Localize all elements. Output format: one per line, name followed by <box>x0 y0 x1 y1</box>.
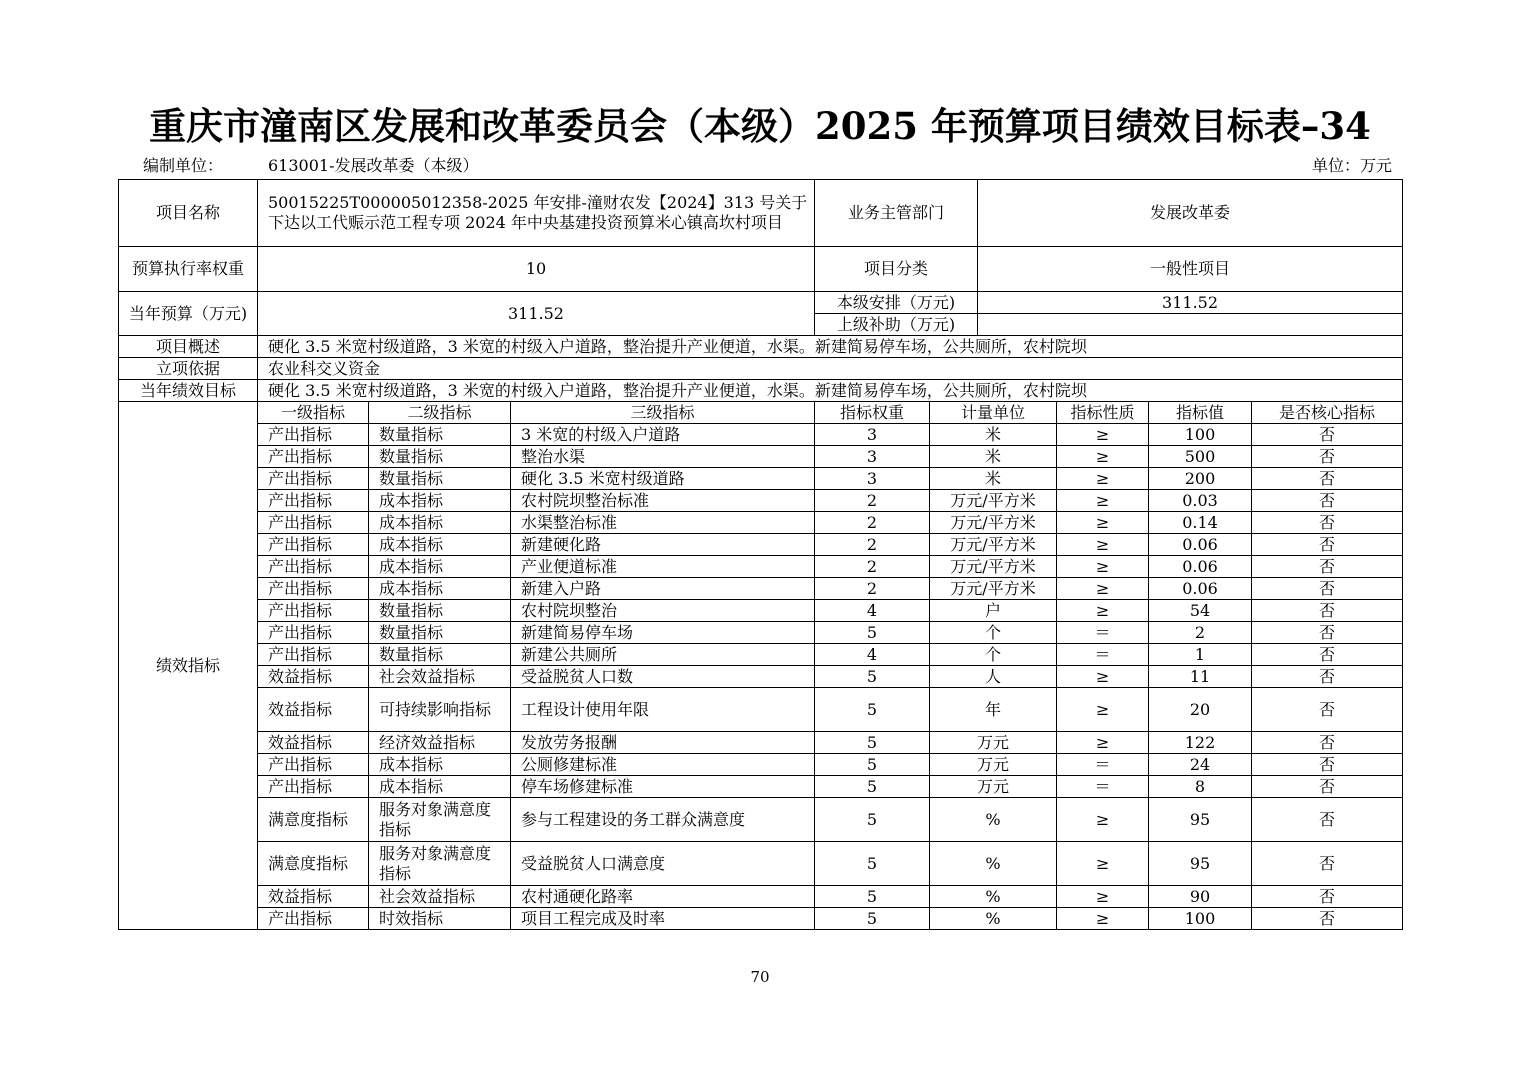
table-row <box>119 754 1403 776</box>
weight-cell: 5 <box>815 798 930 842</box>
weight-value: 10 <box>258 247 815 292</box>
core-cell: 否 <box>1252 688 1403 732</box>
core-cell: 否 <box>1252 776 1403 798</box>
level2-cell: 数量指标 <box>369 644 511 666</box>
table-row <box>119 512 1403 534</box>
col-header: 指标值 <box>1149 402 1252 424</box>
unit-cell: 万元/平方米 <box>930 534 1057 556</box>
weight-cell: 5 <box>815 886 930 908</box>
level1-cell: 效益指标 <box>258 732 369 754</box>
core-cell: 否 <box>1252 578 1403 600</box>
project-name-label: 项目名称 <box>119 180 258 247</box>
level1-cell: 产出指标 <box>258 578 369 600</box>
col-header: 计量单位 <box>930 402 1057 424</box>
indicator-header-row <box>119 402 1403 424</box>
level1-cell: 产出指标 <box>258 512 369 534</box>
level1-cell: 效益指标 <box>258 886 369 908</box>
level1-cell: 产出指标 <box>258 908 369 930</box>
unit-cell: % <box>930 842 1057 886</box>
page-title: 重庆市潼南区发展和改革委员会（本级）2025 年预算项目绩效目标表–34 <box>149 104 1371 148</box>
unit-cell: 万元/平方米 <box>930 512 1057 534</box>
weight-cell: 4 <box>815 644 930 666</box>
nature-cell: ＝ <box>1057 754 1149 776</box>
table-row <box>119 446 1403 468</box>
level1-cell: 产出指标 <box>258 600 369 622</box>
weight-cell: 2 <box>815 578 930 600</box>
level1-cell: 产出指标 <box>258 424 369 446</box>
core-cell: 否 <box>1252 446 1403 468</box>
dept-label: 业务主管部门 <box>815 180 978 247</box>
value-cell: 1 <box>1149 644 1252 666</box>
nature-cell: ≥ <box>1057 842 1149 886</box>
unit-cell: % <box>930 908 1057 930</box>
level2-cell: 成本指标 <box>369 556 511 578</box>
level3-cell: 工程设计使用年限 <box>511 688 815 732</box>
goal-label: 当年绩效目标 <box>119 380 258 402</box>
level1-cell: 产出指标 <box>258 754 369 776</box>
local-value: 311.52 <box>978 292 1403 314</box>
core-cell: 否 <box>1252 644 1403 666</box>
table-row <box>119 534 1403 556</box>
value-cell: 20 <box>1149 688 1252 732</box>
budget-label: 当年预算（万元) <box>119 292 258 336</box>
weight-cell: 3 <box>815 468 930 490</box>
core-cell: 否 <box>1252 842 1403 886</box>
nature-cell: ＝ <box>1057 776 1149 798</box>
value-cell: 8 <box>1149 776 1252 798</box>
level2-cell: 经济效益指标 <box>369 732 511 754</box>
core-cell: 否 <box>1252 886 1403 908</box>
level2-cell: 时效指标 <box>369 908 511 930</box>
core-cell: 否 <box>1252 798 1403 842</box>
core-cell: 否 <box>1252 512 1403 534</box>
level3-cell: 产业便道标准 <box>511 556 815 578</box>
category-label: 项目分类 <box>815 247 978 292</box>
nature-cell: ≥ <box>1057 666 1149 688</box>
overview-label: 项目概述 <box>119 336 258 358</box>
unit-cell: 万元 <box>930 732 1057 754</box>
weight-cell: 5 <box>815 688 930 732</box>
unit-cell: 米 <box>930 468 1057 490</box>
level3-cell: 农村院坝整治标准 <box>511 490 815 512</box>
level2-cell: 数量指标 <box>369 600 511 622</box>
core-cell: 否 <box>1252 666 1403 688</box>
overview-value: 硬化 3.5 米宽村级道路，3 米宽的村级入户道路，整治提升产业便道，水渠。新建简易停车场，公共厕所，农村院坝 <box>258 336 1403 358</box>
level2-cell: 成本指标 <box>369 490 511 512</box>
level3-cell: 发放劳务报酬 <box>511 732 815 754</box>
value-cell: 95 <box>1149 842 1252 886</box>
col-header: 一级指标 <box>258 402 369 424</box>
level3-cell: 公厕修建标准 <box>511 754 815 776</box>
level2-cell: 社会效益指标 <box>369 886 511 908</box>
unit-cell: 万元/平方米 <box>930 490 1057 512</box>
core-cell: 否 <box>1252 732 1403 754</box>
table-row <box>119 644 1403 666</box>
level2-cell: 数量指标 <box>369 424 511 446</box>
performance-table <box>118 179 1403 930</box>
nature-cell: ≥ <box>1057 798 1149 842</box>
basis-value: 农业科交义资金 <box>258 358 1403 380</box>
nature-cell: ≥ <box>1057 512 1149 534</box>
unit-cell: 个 <box>930 622 1057 644</box>
value-cell: 11 <box>1149 666 1252 688</box>
nature-cell: ≥ <box>1057 886 1149 908</box>
level3-cell: 新建硬化路 <box>511 534 815 556</box>
core-cell: 否 <box>1252 622 1403 644</box>
level2-cell: 服务对象满意度指标 <box>369 798 511 842</box>
table-row <box>119 556 1403 578</box>
value-cell: 90 <box>1149 886 1252 908</box>
nature-cell: ≥ <box>1057 424 1149 446</box>
table-row <box>119 424 1403 446</box>
unit-cell: % <box>930 798 1057 842</box>
unit-cell: 个 <box>930 644 1057 666</box>
value-cell: 100 <box>1149 424 1252 446</box>
table-row <box>119 666 1403 688</box>
value-cell: 200 <box>1149 468 1252 490</box>
unit-cell: 户 <box>930 600 1057 622</box>
col-header: 指标权重 <box>815 402 930 424</box>
level1-cell: 产出指标 <box>258 622 369 644</box>
level3-cell: 水渠整治标准 <box>511 512 815 534</box>
table-row <box>119 600 1403 622</box>
level3-cell: 受益脱贫人口数 <box>511 666 815 688</box>
value-cell: 100 <box>1149 908 1252 930</box>
level3-cell: 农村通硬化路率 <box>511 886 815 908</box>
level3-cell: 新建公共厕所 <box>511 644 815 666</box>
value-cell: 0.14 <box>1149 512 1252 534</box>
page-number: 70 <box>750 968 770 986</box>
table-row <box>119 886 1403 908</box>
level3-cell: 3 米宽的村级入户道路 <box>511 424 815 446</box>
core-cell: 否 <box>1252 908 1403 930</box>
weight-cell: 5 <box>815 732 930 754</box>
col-header: 是否核心指标 <box>1252 402 1403 424</box>
value-cell: 54 <box>1149 600 1252 622</box>
level2-cell: 社会效益指标 <box>369 666 511 688</box>
core-cell: 否 <box>1252 534 1403 556</box>
table-row <box>119 776 1403 798</box>
level1-cell: 产出指标 <box>258 490 369 512</box>
level3-cell: 硬化 3.5 米宽村级道路 <box>511 468 815 490</box>
unit-cell: 万元/平方米 <box>930 578 1057 600</box>
unit-cell: 万元 <box>930 776 1057 798</box>
dept-value: 发展改革委 <box>978 180 1403 247</box>
unit-cell: % <box>930 886 1057 908</box>
unit-cell: 米 <box>930 424 1057 446</box>
level2-cell: 成本指标 <box>369 534 511 556</box>
nature-cell: ≥ <box>1057 534 1149 556</box>
level1-cell: 产出指标 <box>258 644 369 666</box>
nature-cell: ≥ <box>1057 600 1149 622</box>
indicator-section-label: 绩效指标 <box>119 402 258 930</box>
table-row <box>119 578 1403 600</box>
subsidy-value <box>978 314 1403 336</box>
unit-cell: 米 <box>930 446 1057 468</box>
currency-note: 单位：万元 <box>1311 156 1392 175</box>
weight-cell: 5 <box>815 754 930 776</box>
project-name-value: 50015225T000005012358-2025 年安排-潼财农发【2024】313 号关于下达以工代赈示范工程专项 2024 年中央基建投资预算米心镇高坎村项目 <box>258 180 815 247</box>
weight-cell: 2 <box>815 512 930 534</box>
core-cell: 否 <box>1252 424 1403 446</box>
value-cell: 0.06 <box>1149 556 1252 578</box>
unit-cell: 万元 <box>930 754 1057 776</box>
nature-cell: ≥ <box>1057 688 1149 732</box>
value-cell: 122 <box>1149 732 1252 754</box>
level3-cell: 参与工程建设的务工群众满意度 <box>511 798 815 842</box>
value-cell: 0.06 <box>1149 534 1252 556</box>
weight-cell: 5 <box>815 776 930 798</box>
table-row <box>119 798 1403 842</box>
nature-cell: ≥ <box>1057 468 1149 490</box>
level2-cell: 数量指标 <box>369 468 511 490</box>
basis-label: 立项依据 <box>119 358 258 380</box>
level2-cell: 成本指标 <box>369 578 511 600</box>
core-cell: 否 <box>1252 556 1403 578</box>
level3-cell: 停车场修建标准 <box>511 776 815 798</box>
weight-cell: 5 <box>815 666 930 688</box>
goal-value: 硬化 3.5 米宽村级道路，3 米宽的村级入户道路，整治提升产业便道，水渠。新建简易停车场，公共厕所，农村院坝 <box>258 380 1403 402</box>
value-cell: 500 <box>1149 446 1252 468</box>
nature-cell: ≥ <box>1057 908 1149 930</box>
core-cell: 否 <box>1252 468 1403 490</box>
nature-cell: ＝ <box>1057 644 1149 666</box>
table-row <box>119 468 1403 490</box>
unit-label: 编制单位： <box>143 156 224 175</box>
level2-cell: 成本指标 <box>369 512 511 534</box>
local-label: 本级安排（万元) <box>815 292 978 314</box>
level3-cell: 新建简易停车场 <box>511 622 815 644</box>
value-cell: 24 <box>1149 754 1252 776</box>
weight-cell: 4 <box>815 600 930 622</box>
value-cell: 95 <box>1149 798 1252 842</box>
value-cell: 2 <box>1149 622 1252 644</box>
level2-cell: 可持续影响指标 <box>369 688 511 732</box>
weight-cell: 2 <box>815 534 930 556</box>
level3-cell: 整治水渠 <box>511 446 815 468</box>
nature-cell: ≥ <box>1057 490 1149 512</box>
unit-cell: 人 <box>930 666 1057 688</box>
level3-cell: 项目工程完成及时率 <box>511 908 815 930</box>
level1-cell: 产出指标 <box>258 468 369 490</box>
level2-cell: 数量指标 <box>369 622 511 644</box>
col-header: 二级指标 <box>369 402 511 424</box>
core-cell: 否 <box>1252 600 1403 622</box>
level1-cell: 产出指标 <box>258 556 369 578</box>
core-cell: 否 <box>1252 490 1403 512</box>
weight-cell: 3 <box>815 446 930 468</box>
core-cell: 否 <box>1252 754 1403 776</box>
level1-cell: 满意度指标 <box>258 842 369 886</box>
category-value: 一般性项目 <box>978 247 1403 292</box>
level1-cell: 产出指标 <box>258 534 369 556</box>
value-cell: 0.03 <box>1149 490 1252 512</box>
table-row <box>119 842 1403 886</box>
nature-cell: ≥ <box>1057 556 1149 578</box>
level2-cell: 成本指标 <box>369 776 511 798</box>
budget-value: 311.52 <box>258 292 815 336</box>
table-row <box>119 490 1403 512</box>
level1-cell: 产出指标 <box>258 446 369 468</box>
nature-cell: ≥ <box>1057 732 1149 754</box>
weight-cell: 5 <box>815 842 930 886</box>
weight-cell: 2 <box>815 490 930 512</box>
weight-cell: 2 <box>815 556 930 578</box>
weight-label: 预算执行率权重 <box>119 247 258 292</box>
subsidy-label: 上级补助（万元) <box>815 314 978 336</box>
level1-cell: 效益指标 <box>258 666 369 688</box>
level2-cell: 服务对象满意度指标 <box>369 842 511 886</box>
level1-cell: 满意度指标 <box>258 798 369 842</box>
weight-cell: 5 <box>815 908 930 930</box>
level1-cell: 效益指标 <box>258 688 369 732</box>
col-header: 三级指标 <box>511 402 815 424</box>
nature-cell: ≥ <box>1057 446 1149 468</box>
col-header: 指标性质 <box>1057 402 1149 424</box>
level2-cell: 数量指标 <box>369 446 511 468</box>
table-row <box>119 688 1403 732</box>
weight-cell: 3 <box>815 424 930 446</box>
level3-cell: 新建入户路 <box>511 578 815 600</box>
unit-cell: 年 <box>930 688 1057 732</box>
level1-cell: 产出指标 <box>258 776 369 798</box>
level3-cell: 受益脱贫人口满意度 <box>511 842 815 886</box>
value-cell: 0.06 <box>1149 578 1252 600</box>
level2-cell: 成本指标 <box>369 754 511 776</box>
table-row <box>119 622 1403 644</box>
nature-cell: ＝ <box>1057 622 1149 644</box>
table-row <box>119 732 1403 754</box>
unit-value: 613001-发展改革委（本级） <box>268 156 479 175</box>
weight-cell: 5 <box>815 622 930 644</box>
level3-cell: 农村院坝整治 <box>511 600 815 622</box>
unit-cell: 万元/平方米 <box>930 556 1057 578</box>
table-row <box>119 908 1403 930</box>
nature-cell: ≥ <box>1057 578 1149 600</box>
